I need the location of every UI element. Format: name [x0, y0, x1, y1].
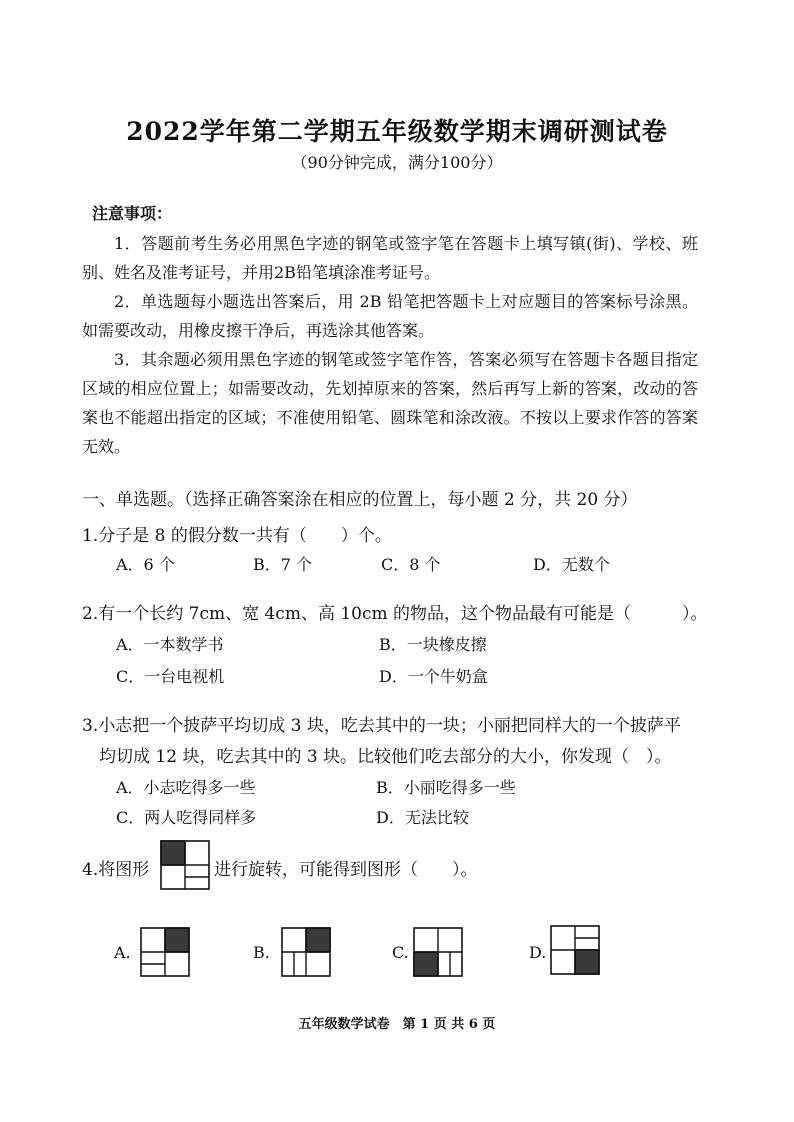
figure-option-c [413, 927, 463, 977]
option-a: A．一本数学书 [116, 635, 224, 654]
figure-option-b [281, 927, 331, 977]
figure-option-a [140, 927, 190, 977]
option-d: D．一个牛奶盒 [379, 667, 488, 686]
option-c: C．两人吃得同样多 [116, 808, 257, 827]
notice-heading: 注意事项： [92, 204, 173, 223]
option-b: B．一块橡皮擦 [379, 635, 487, 654]
question-stem: 2.有一个长约 7cm、宽 4cm、高 10cm 的物品，这个物品最有可能是（ ）。 [82, 604, 708, 624]
original-figure [160, 840, 210, 890]
exam-title: 2022学年第二学期五年级数学期末调研测试卷 [126, 117, 668, 146]
question-stem: 4.将图形 [82, 860, 150, 880]
option-b: B．小丽吃得多一些 [376, 778, 516, 797]
option-a: A．6 个 [116, 555, 175, 574]
notice-item: 1．答题前考生务必用黑色字迹的钢笔或签字笔在答题卡上填写镇(街)、学校、班别、姓名及准考证号，并用2B铅笔填涂准考证号。 [82, 234, 698, 282]
option-d: D. [529, 943, 547, 962]
question-stem-cont: 进行旋转，可能得到图形（ ）。 [214, 860, 478, 880]
notice-list [82, 229, 698, 461]
question-stem-cont: 均切成 12 块，吃去其中的 3 块。比较他们吃去部分的大小，你发现（ ）。 [99, 747, 672, 767]
option-d: D．无法比较 [376, 808, 469, 827]
figure-option-d [550, 925, 600, 975]
page-footer: 五年级数学试卷 第 1 页 共 6 页 [298, 1017, 496, 1032]
question-stem: 3.小志把一个披萨平均切成 3 块，吃去其中的一块；小丽把同样大的一个披萨平 [82, 716, 681, 736]
notice-item: 2．单选题每小题选出答案后，用 2B 铅笔把答题卡上对应题目的答案标号涂黑。如需要改动，用橡皮擦干净后，再选涂其他答案。 [82, 292, 698, 340]
option-a: A. [114, 943, 131, 962]
option-d: D．无数个 [533, 555, 610, 574]
option-c: C. [392, 943, 409, 962]
option-c: C．8 个 [381, 555, 441, 574]
option-c: C．一台电视机 [116, 667, 225, 686]
notice-item: 3．其余题必须用黑色字迹的钢笔或签字笔作答，答案必须写在答题卡各题目指定区域的相应位置上；如需要改动，先划掉原来的答案，然后再写上新的答案，改动的答案也不能超出指定的区域；不准使用铅笔、圆珠笔和涂改液。不按以上要求作答的答案无效。 [82, 350, 698, 456]
option-b: B. [253, 943, 270, 962]
section-heading: 一、单选题。（选择正确答案涂在相应的位置上，每小题 2 分，共 20 分） [82, 490, 638, 510]
option-a: A．小志吃得多一些 [116, 778, 256, 797]
exam-subtitle: （90分钟完成，满分100分） [291, 153, 503, 172]
question-stem: 1.分子是 8 的假分数一共有（ ）个。 [82, 526, 392, 546]
option-b: B．7 个 [253, 555, 313, 574]
